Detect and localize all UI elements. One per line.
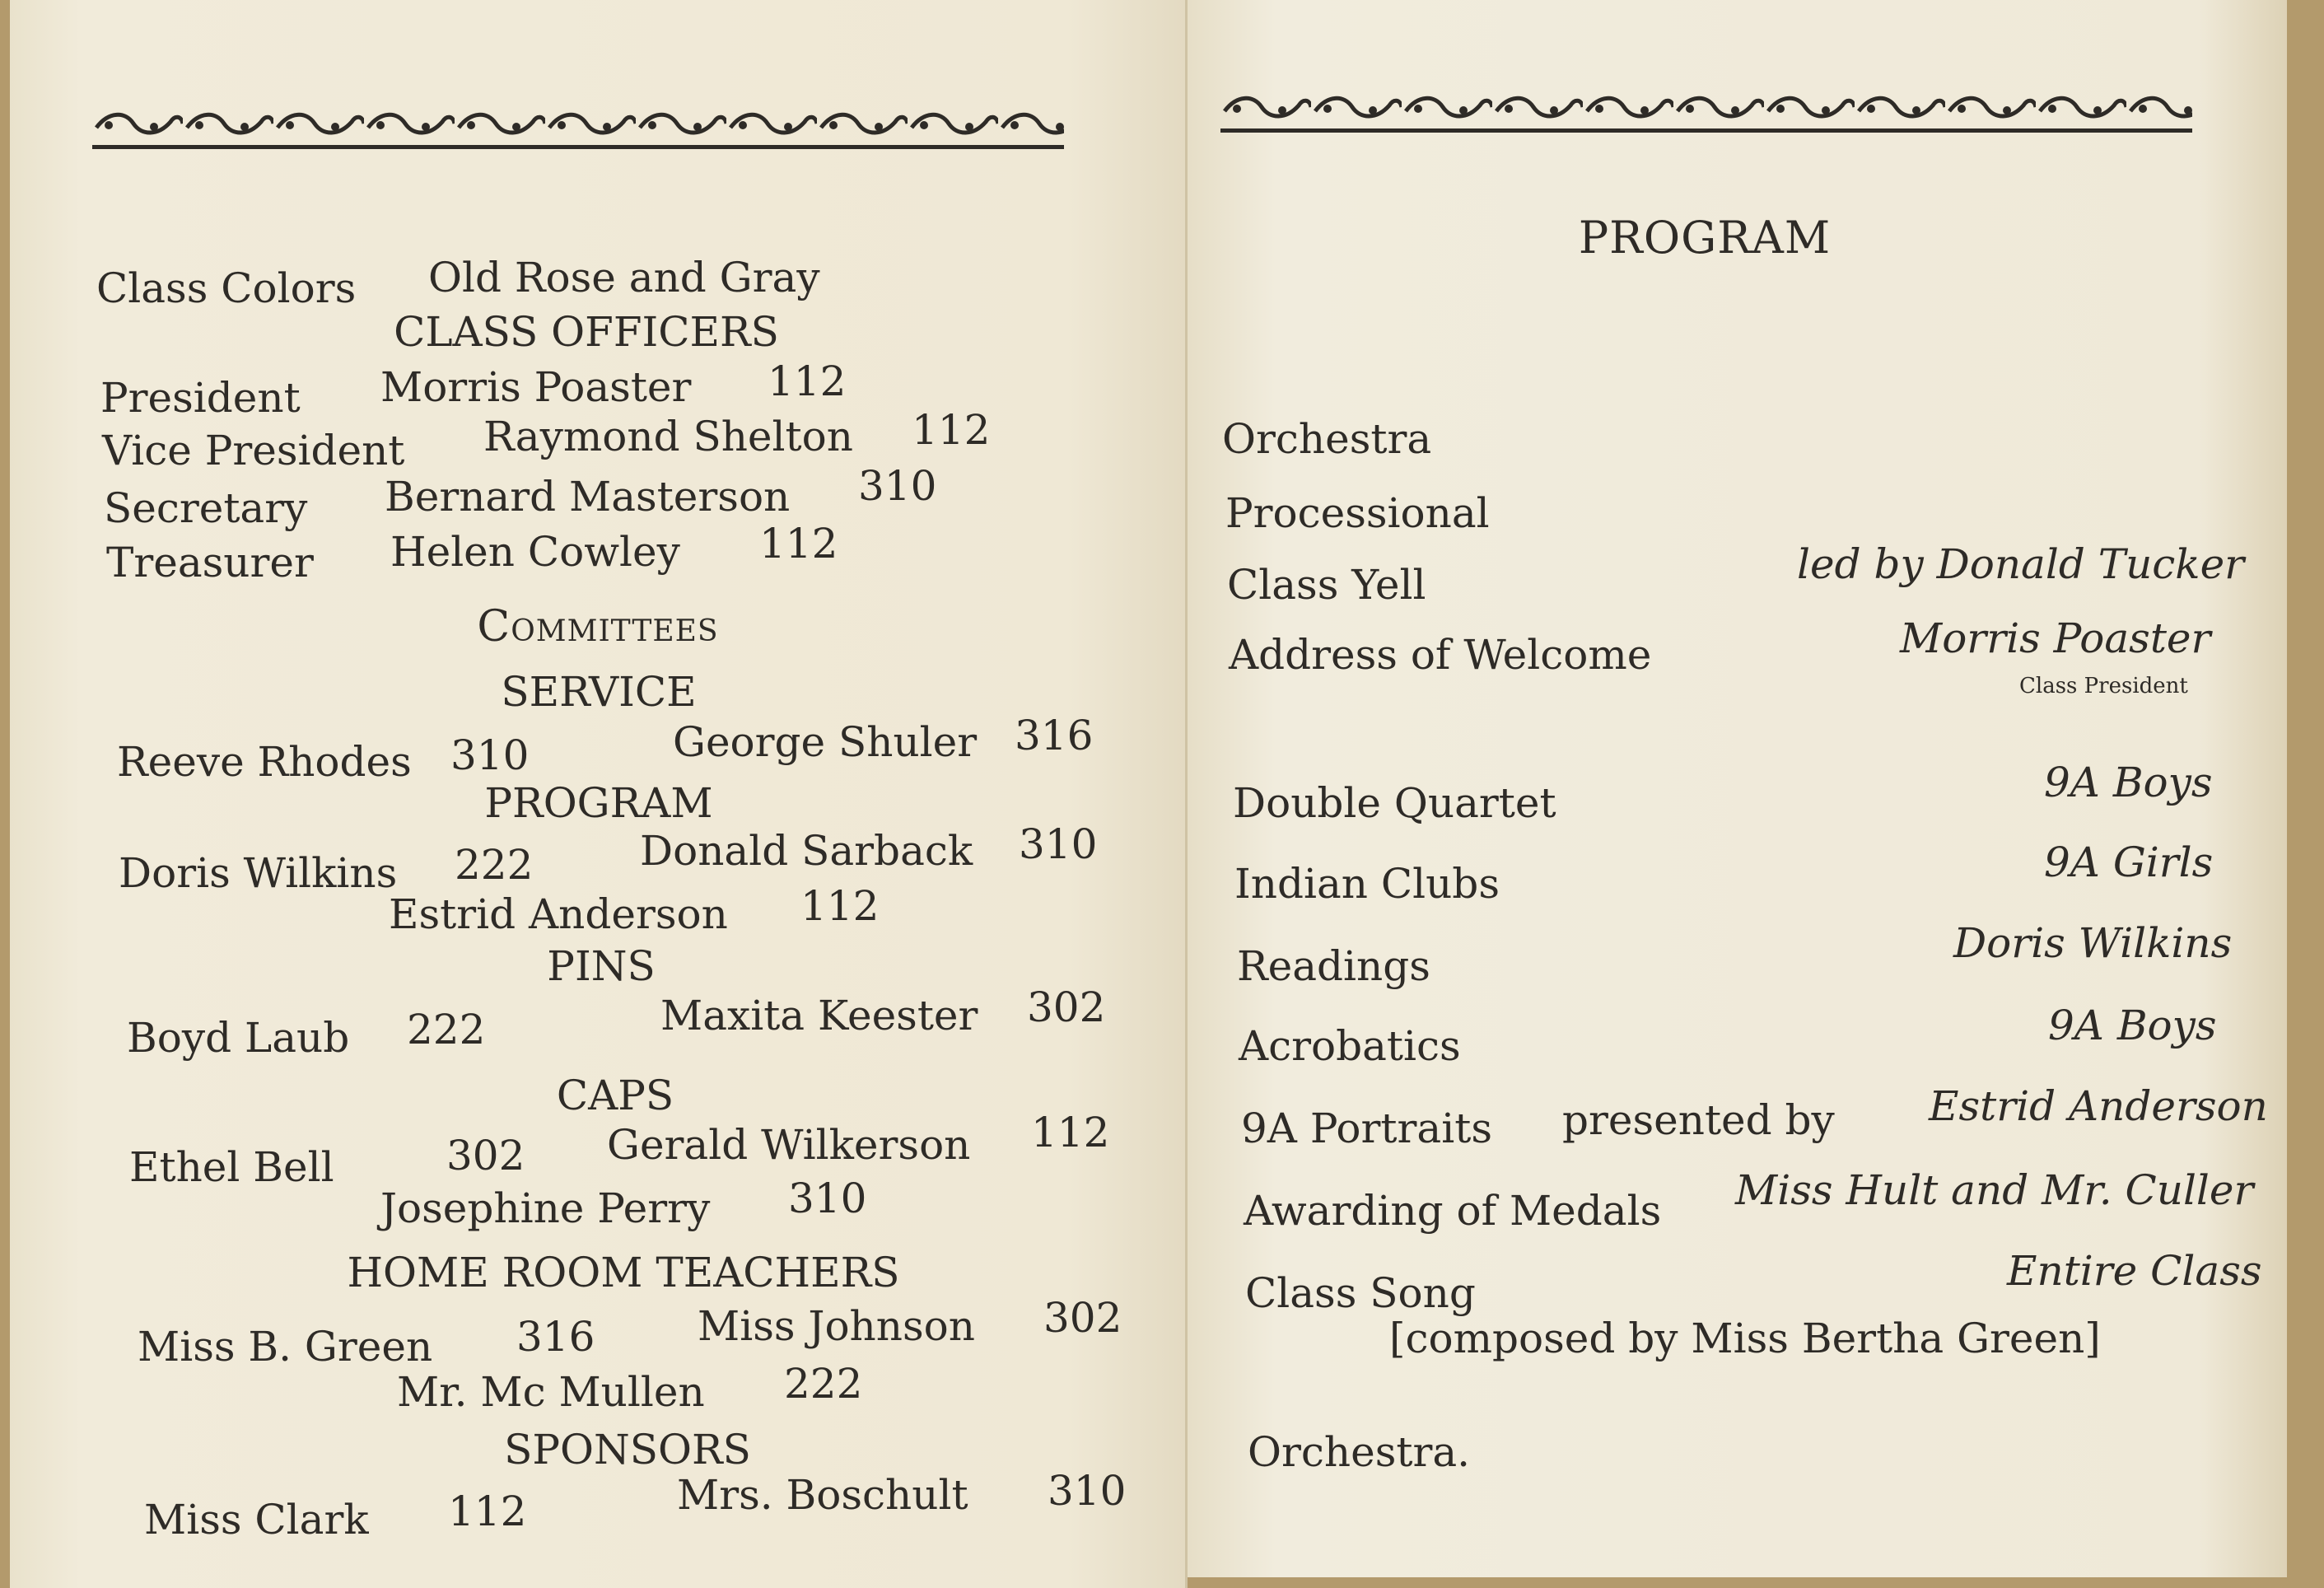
program-event: Readings [1237,942,1430,990]
member-name: Mrs. Boschult [677,1471,968,1519]
program-event: Orchestra [1222,415,1432,463]
service-heading: SERVICE [501,668,697,716]
member-name: Estrid Anderson [389,890,728,938]
member-name: Maxita Keester [660,992,978,1039]
officer-name: Helen Cowley [390,528,680,576]
program-performer: Morris Poaster [1900,614,2211,662]
caps-heading: CAPS [556,1072,674,1119]
program-event: Processional [1225,489,1490,537]
officer-name: Bernard Masterson [385,473,791,521]
program-performer: 9A Boys [2048,1002,2217,1049]
member-name: Miss Clark [144,1496,369,1544]
member-name: Josephine Perry [380,1184,711,1232]
member-room: 310 [788,1175,867,1222]
committees-heading: Committees [477,602,719,652]
pins-heading: PINS [547,942,656,990]
officer-name: Raymond Shelton [483,413,853,460]
officer-room: 310 [858,462,937,510]
class-colors-value: Old Rose and Gray [428,254,820,301]
program-event: Acrobatics [1239,1022,1461,1070]
member-room: 316 [516,1313,595,1361]
member-name: Donald Sarback [640,827,973,875]
officer-role: Treasurer [106,539,314,586]
member-name: Miss Johnson [698,1302,975,1350]
program-performer: Estrid Anderson [1929,1082,2268,1130]
program-note: [composed by Miss Bertha Green] [1389,1315,2101,1362]
program-event: Double Quartet [1233,779,1556,827]
member-room: 302 [1043,1294,1122,1342]
member-name: Reeve Rhodes [117,738,412,786]
program-committee-heading: PROGRAM [484,779,713,827]
member-name: Ethel Bell [129,1143,334,1191]
member-name: Mr. Mc Mullen [397,1368,705,1416]
class-colors-label: Class Colors [96,264,357,312]
member-name: George Shuler [673,718,978,766]
program-event: Class Song [1245,1269,1476,1317]
class-officers-heading: CLASS OFFICERS [394,308,779,356]
program-performer: Doris Wilkins [1953,919,2233,967]
member-room: 112 [800,882,880,930]
program-performer: Miss Hult and Mr. Culler [1735,1166,2254,1214]
member-room: 316 [1015,712,1094,759]
program-event: Address of Welcome [1229,631,1652,679]
program-performer: Entire Class [2007,1247,2262,1295]
member-room: 310 [1019,820,1098,868]
officer-room: 112 [768,357,847,405]
program-title: PROGRAM [1578,212,1832,264]
member-room: 302 [1027,983,1106,1031]
left-page [10,0,1188,1588]
home-room-teachers-heading: HOME ROOM TEACHERS [347,1249,900,1296]
member-name: Doris Wilkins [119,849,398,897]
member-room: 310 [1048,1467,1127,1515]
scroll-ornament-right [1220,91,2192,140]
member-name: Gerald Wilkerson [607,1121,971,1169]
officer-role: President [100,374,301,422]
officer-name: Morris Poaster [380,363,692,411]
member-room: 222 [407,1006,486,1053]
member-room: 302 [446,1132,525,1179]
program-note: Class President [2019,674,2188,698]
officer-role: Secretary [104,484,308,532]
sponsors-heading: SPONSORS [504,1426,751,1474]
right-page [1188,0,2287,1577]
member-room: 112 [1031,1109,1110,1156]
member-room: 222 [784,1360,863,1408]
scroll-ornament-left [92,107,1064,156]
program-event-extra: presented by [1562,1096,1835,1144]
program-event: Indian Clubs [1234,860,1500,908]
member-name: Boyd Laub [127,1014,350,1062]
program-performer: 9A Girls [2044,838,2214,886]
program-event: Class Yell [1227,561,1426,609]
officer-room: 112 [912,406,991,454]
officer-role: Vice President [102,427,405,474]
program-event: 9A Portraits [1241,1105,1492,1152]
program-event: Awarding of Medals [1244,1187,1662,1235]
program-performer: 9A Boys [2044,759,2213,806]
officer-room: 112 [759,520,838,567]
program-event: Orchestra. [1248,1428,1471,1476]
member-name: Miss B. Green [138,1323,433,1371]
program-performer: led by Donald Tucker [1797,540,2245,588]
member-room: 222 [455,841,534,889]
member-room: 112 [448,1488,527,1535]
member-room: 310 [450,731,530,779]
